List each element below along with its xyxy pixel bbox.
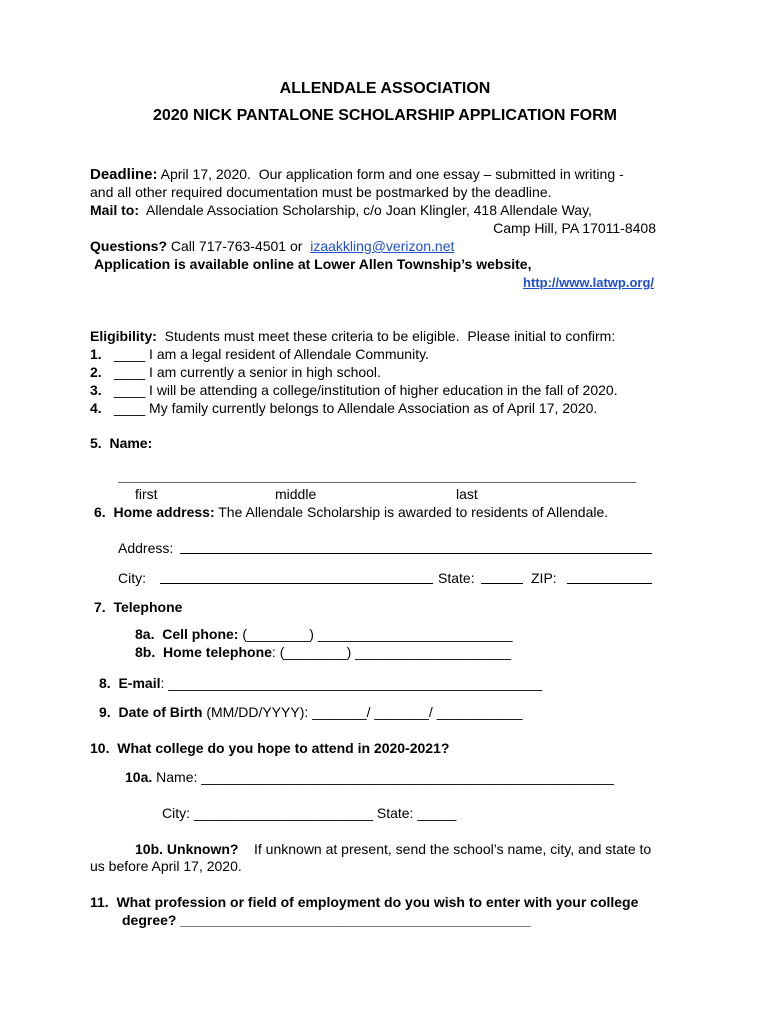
q6-label: 6. Home address: (94, 504, 215, 520)
q7-telephone-label: 7. Telephone (94, 599, 183, 615)
zip-label: ZIP: (531, 570, 557, 586)
q10a-label: 10a. (125, 769, 153, 785)
q8b-line (135, 643, 511, 661)
city-label: City: (118, 570, 146, 586)
item-text: I am currently a senior in high school. (145, 364, 381, 380)
eligibility-text: Students must meet these criteria to be eligible. Please initial to confirm: (156, 328, 616, 344)
website-link[interactable]: http://www.latwp.org/ (523, 275, 654, 290)
item-text: I will be attending a college/institution of higher education in the fall of 2020. (145, 382, 618, 398)
q11-profession-question: 11. What profession or field of employment do you wish to enter with your college (90, 894, 639, 910)
mail-text: Allendale Association Scholarship, c/o Joan Klingler, 418 Allendale Way, (139, 202, 592, 218)
address-field[interactable] (180, 553, 652, 554)
online-availability: Application is available online at Lower Allen Township’s website, (94, 256, 532, 272)
eligibility-label: Eligibility: (90, 328, 157, 344)
q9-dob-label: 9. Date of Birth (99, 704, 203, 720)
eligibility-intro (90, 327, 615, 345)
questions-text: Call 717-763-4501 or (167, 238, 311, 254)
form-title-line-2: 2020 NICK PANTALONE SCHOLARSHIP APPLICATION FORM (152, 107, 618, 124)
deadline-text-2: and all other required documentation must be postmarked by the deadline. (90, 184, 552, 200)
q5-name-label: 5. Name: (90, 435, 153, 451)
q10b-line (135, 840, 651, 858)
q10b-text-2: us before April 17, 2020. (90, 858, 242, 874)
q8a-line (135, 625, 513, 643)
item-number: 2. (90, 364, 102, 380)
q10b-text: If unknown at present, send the school’s name, city, and state to (238, 841, 652, 857)
q6-line (94, 503, 608, 521)
item-text: I am a legal resident of Allendale Community. (145, 346, 429, 362)
email-field[interactable]: : ________________________________________________ (160, 675, 542, 691)
initial-blank[interactable]: ____ (114, 346, 146, 362)
home-phone-field[interactable]: : (________) ____________________ (271, 644, 511, 660)
website-link-wrap (0, 274, 654, 292)
q10a-line (125, 768, 614, 786)
questions-label: Questions? (90, 238, 168, 254)
questions-line (90, 237, 454, 255)
q8b-label: 8b. Home telephone (135, 644, 272, 660)
address-label: Address: (118, 540, 174, 556)
q8-email-line (99, 674, 542, 692)
item-text: My family currently belongs to Allendale Association as of April 17, 2020. (145, 400, 598, 416)
item-number: 3. (90, 382, 102, 398)
item-number: 4. (90, 400, 102, 416)
initial-blank[interactable]: ____ (114, 364, 146, 380)
eligibility-item (90, 399, 597, 417)
name-blank-line[interactable] (118, 482, 636, 483)
mail-city: Camp Hill, PA 17011-8408 (493, 220, 656, 236)
eligibility-item (90, 363, 381, 381)
city-field[interactable] (160, 583, 433, 584)
eligibility-item (90, 345, 429, 363)
q8-email-label: 8. E-mail (99, 675, 161, 691)
q6-text: The Allendale Scholarship is awarded to residents of Allendale. (214, 504, 609, 520)
form-title-line-1: ALLENDALE ASSOCIATION (279, 80, 491, 97)
name-last-caption: last (456, 486, 478, 502)
college-name-field[interactable]: Name: _____________________________________________________ (152, 769, 614, 785)
item-number: 1. (90, 346, 102, 362)
q10-college-question: 10. What college do you hope to attend in 2020-2021? (90, 740, 450, 756)
state-field[interactable] (481, 583, 523, 584)
q10b-label: 10b. Unknown? (135, 841, 239, 857)
college-city-state-field[interactable]: City: _______________________ State: _____ (162, 805, 457, 821)
q8a-label: 8a. Cell phone: (135, 626, 239, 642)
q11-profession-field[interactable]: degree? _____________________________________________ (122, 912, 531, 928)
mail-label: Mail to: (90, 202, 139, 218)
mail-line (90, 201, 592, 219)
deadline-text: April 17, 2020. Our application form and one essay – submitted in writing - (157, 166, 624, 182)
initial-blank[interactable]: ____ (114, 400, 146, 416)
q9-dob-line (99, 703, 522, 721)
state-label: State: (438, 570, 475, 586)
dob-field[interactable]: (MM/DD/YYYY): _______/ _______/ ___________ (202, 704, 523, 720)
deadline-line (90, 165, 624, 184)
cell-phone-field[interactable]: (________) _________________________ (238, 626, 513, 642)
deadline-label: Deadline: (90, 166, 158, 183)
initial-blank[interactable]: ____ (114, 382, 146, 398)
name-middle-caption: middle (275, 486, 317, 502)
email-link[interactable]: izaakkling@verizon.net (310, 238, 455, 254)
eligibility-item (90, 381, 618, 399)
zip-field[interactable] (567, 583, 652, 584)
name-first-caption: first (135, 486, 158, 502)
